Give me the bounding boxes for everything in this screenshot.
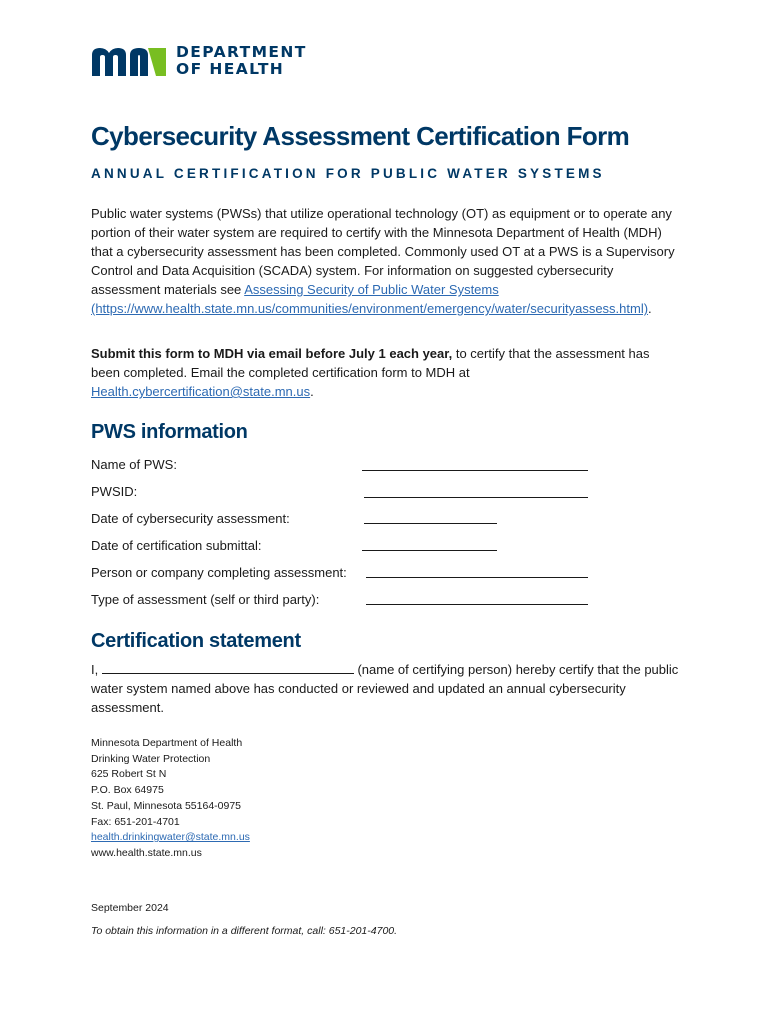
date-of-submittal-input-line[interactable] <box>362 536 497 551</box>
pwsid-input-line[interactable] <box>364 483 588 498</box>
address-web: www.health.state.mn.us <box>91 846 202 859</box>
field-label: Name of PWS: <box>91 457 177 472</box>
submit-text: to certify that the assessment has been completed. Email the completed certification form to MDH at <box>91 346 650 380</box>
field-label: Date of certification submittal: <box>91 538 262 553</box>
cert-body: (name of certifying person) hereby certify that the public water system named above has conducted or reviewed and updated an annual cybersecurity assessment. <box>91 662 679 715</box>
certification-email-link[interactable]: Health.cybercertification@state.mn.us <box>91 384 311 399</box>
certifying-person-input-line[interactable] <box>102 660 354 674</box>
field-date-of-submittal <box>91 538 262 558</box>
assessing-security-link[interactable]: Assessing Security of Public Water Systems (https://www.health.state.mn.us/communities/environment/emergency/water/securityassess.html) <box>91 282 649 316</box>
field-label: Date of cybersecurity assessment: <box>91 511 290 526</box>
page-title: Cybersecurity Assessment Certification Form <box>91 121 630 151</box>
mn-logo-icon <box>90 45 168 78</box>
address-street: 625 Robert St N <box>91 768 167 781</box>
address-division: Drinking Water Protection <box>91 752 211 765</box>
submit-end: . <box>310 384 314 399</box>
logo-line-1: DEPARTMENT <box>176 43 307 61</box>
logo-text <box>176 44 307 78</box>
type-of-assessment-input-line[interactable] <box>366 590 588 605</box>
date-of-assessment-input-line[interactable] <box>364 509 497 524</box>
field-name-of-pws <box>91 457 177 477</box>
address-fax: Fax: 651-201-4701 <box>91 815 180 828</box>
field-label: PWSID: <box>91 484 138 499</box>
certification-statement-heading: Certification statement <box>91 630 301 652</box>
document-date: September 2024 <box>91 902 169 914</box>
name-of-pws-input-line[interactable] <box>362 456 588 471</box>
field-label: Type of assessment (self or third party): <box>91 592 320 607</box>
person-or-company-input-line[interactable] <box>366 563 588 578</box>
contact-email-link[interactable]: health.drinkingwater@state.mn.us <box>91 831 250 844</box>
field-label: Person or company completing assessment: <box>91 565 347 580</box>
field-person-or-company <box>91 565 347 585</box>
field-pwsid <box>91 484 137 504</box>
logo-line-2: OF HEALTH <box>176 60 285 78</box>
address-po-box: P.O. Box 64975 <box>91 784 164 797</box>
address-org: Minnesota Department of Health <box>91 737 243 749</box>
certification-statement-text <box>91 660 681 717</box>
cert-prefix: I, <box>91 662 102 677</box>
contact-address-block <box>91 736 250 862</box>
mdh-logo <box>90 44 307 78</box>
pws-information-heading: PWS information <box>91 421 248 443</box>
field-date-of-assessment <box>91 511 290 531</box>
intro-end: . <box>648 301 652 316</box>
intro-text: Public water systems (PWSs) that utilize operational technology (OT) as equipment or to operate any portion of their water system are required to certify with the Minnesota Department of Health (MDH) that a cybersecurity assessment has been completed. Commonly used OT at a PWS is a Supervisory Control and Data Acquisition (SCADA) system. For information on suggested cybersecurity assessment materials see <box>91 206 675 297</box>
field-type-of-assessment <box>91 592 319 612</box>
address-city: St. Paul, Minnesota 55164-0975 <box>91 799 242 812</box>
submit-paragraph <box>91 344 681 401</box>
page-subtitle: ANNUAL CERTIFICATION FOR PUBLIC WATER SYSTEMS <box>91 166 605 181</box>
accessibility-note: To obtain this information in a different format, call: 651-201-4700. <box>91 925 398 937</box>
intro-paragraph <box>91 204 681 318</box>
submit-bold-text: Submit this form to MDH via email before July 1 each year, <box>91 346 453 361</box>
